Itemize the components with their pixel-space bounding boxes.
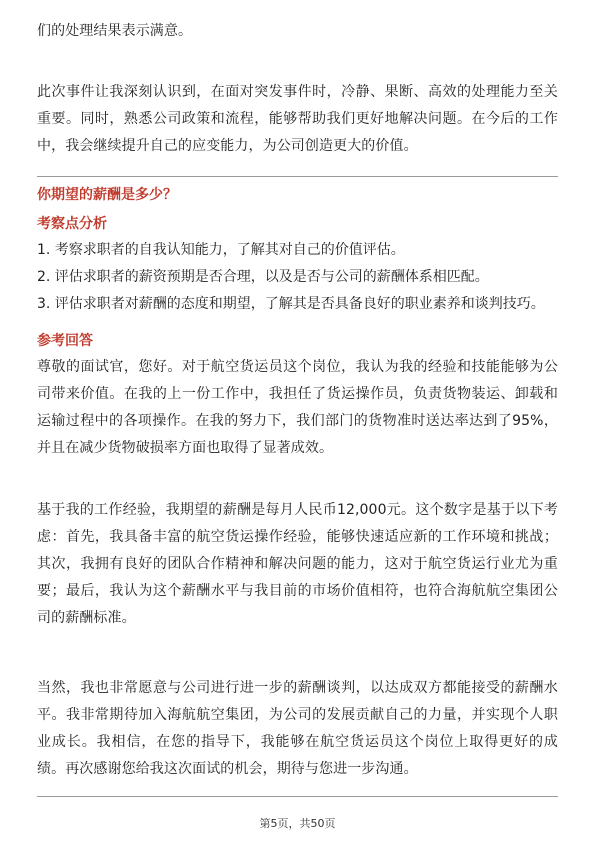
intro-reflection-paragraph: 此次事件让我深刻认识到，在面对突发事件时，冷静、果断、高效的处理能力至关重要。同时，熟悉公司政策和流程，能够帮助我们更好地解决问题。在今后的工作中，我会继续提升自己的应变能力，为公司创造更大的价值。: [37, 84, 558, 154]
answer-paragraph-2: 基于我的工作经验，我期望的薪酬是每月人民币12,000元。这个数字是基于以下考虑：首先，我具备丰富的航空货运操作经验，能够快速适应新的工作环境和挑战；其次，我拥有良好的团队合作精神和解决问题的能力，这对于航空货运行业尤为重要；最后，我认为这个薪酬水平与我目前的市场价值相符，也符合海航航空集团公司的薪酬标准。: [37, 502, 558, 626]
section-divider-top: [37, 176, 558, 177]
section-divider-bottom: [37, 796, 558, 797]
analysis-label: 考察点分析: [37, 216, 107, 232]
intro-continued-line: 们的处理结果表示满意。: [37, 23, 193, 39]
answer-label: 参考回答: [37, 333, 93, 349]
page-number: 第5页，共50页: [259, 817, 336, 830]
question-title: 你期望的薪酬是多少？: [37, 187, 177, 203]
analysis-list: [37, 237, 558, 318]
answer-paragraph-3: 当然，我也非常愿意与公司进行进一步的薪酬谈判，以达成双方都能接受的薪酬水平。我非常期待加入海航航空集团，为公司的发展贡献自己的力量，并实现个人职业成长。我相信，在您的指导下，我能够在航空货运员这个岗位上取得更好的成绩。再次感谢您给我这次面试的机会，期待与您进一步沟通。: [37, 680, 558, 777]
analysis-item: 3. 评估求职者对薪酬的态度和期望，了解其是否具备良好的职业素养和谈判技巧。: [37, 296, 545, 312]
analysis-item: 2. 评估求职者的薪资预期是否合理，以及是否与公司的薪酬体系相匹配。: [37, 269, 489, 285]
analysis-item: 1. 考察求职者的自我认知能力，了解其对自己的价值评估。: [37, 242, 405, 258]
answer-paragraph-1: 尊敬的面试官，您好。对于航空货运员这个岗位，我认为我的经验和技能能够为公司带来价值。在我的上一份工作中，我担任了货运操作员，负责货物装运、卸载和运输过程中的各项操作。在我的努力下，我们部门的货物准时送达率达到了95%，并且在减少货物破损率方面也取得了显著成效。: [37, 359, 558, 456]
